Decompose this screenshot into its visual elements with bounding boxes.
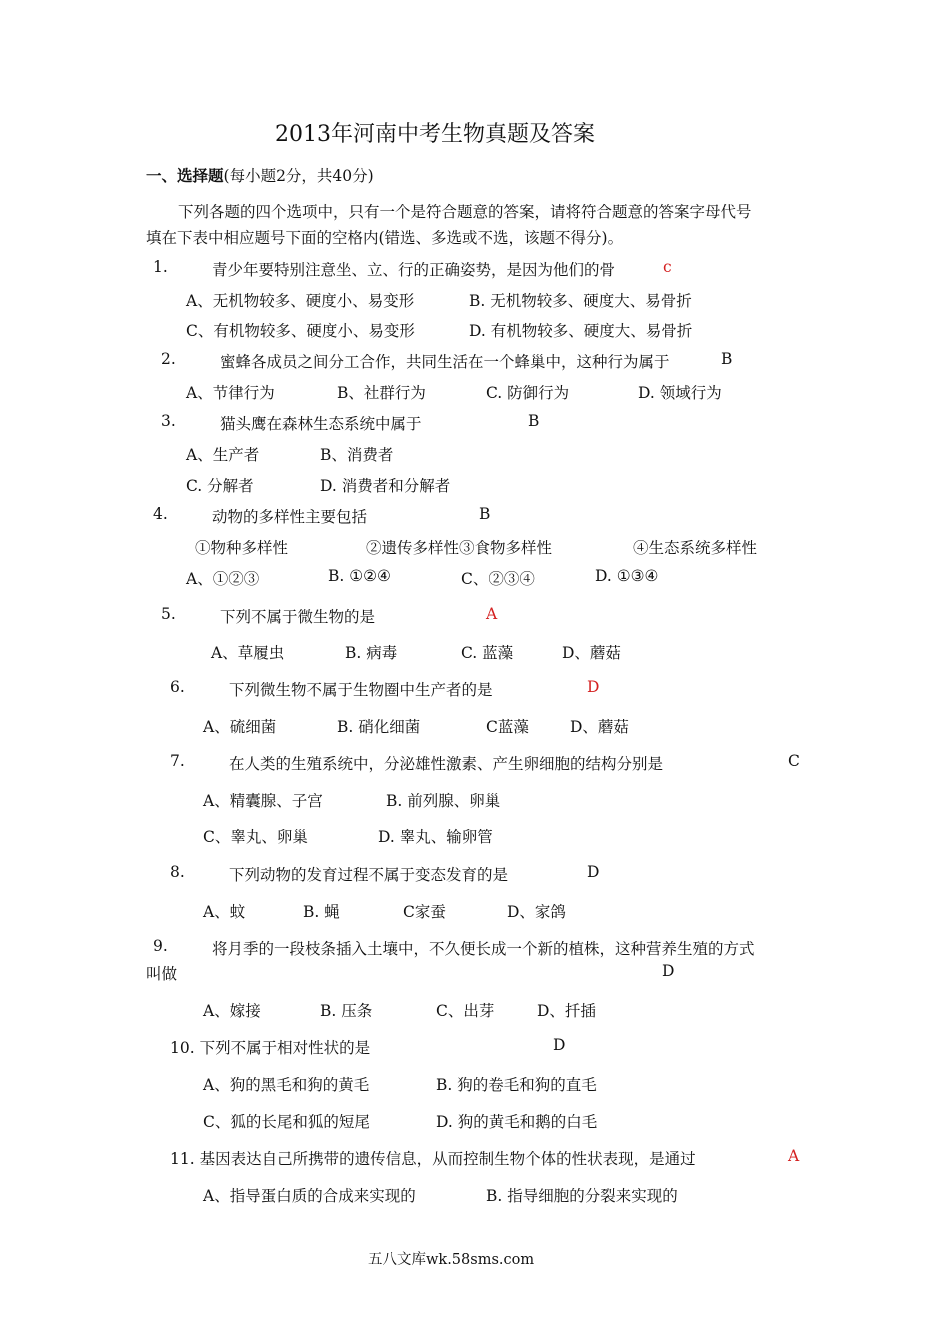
q5-option-a: A、草履虫 [211,644,285,662]
q3-answer: B [528,412,540,430]
q1-option-b: B. 无机物较多、硬度大、易骨折 [469,292,692,310]
q1-answer: c [663,258,672,276]
q2-option-c: C. 防御行为 [486,384,570,402]
q6-text: 下列微生物不属于生物圈中生产者的是 [229,681,493,699]
q7-option-d: D. 睾丸、输卵管 [378,828,493,846]
footer-watermark: 五八文库wk.58sms.com [368,1252,535,1268]
q5-number: 5. [161,605,176,623]
q9-number: 9. [153,937,168,955]
q4-item-1: ①物种多样性 [195,539,289,557]
q6-option-b: B. 硝化细菌 [337,718,421,736]
q9-option-c: C、出芽 [436,1002,495,1020]
q10-option-a: A、狗的黑毛和狗的黄毛 [203,1076,370,1094]
q1-number: 1. [153,258,168,276]
q3-option-b: B、消费者 [320,446,394,464]
section-heading-note: (每小题2分，共40分) [223,167,374,185]
q5-text: 下列不属于微生物的是 [220,608,376,626]
q5-option-c: C. 蓝藻 [461,644,514,662]
q3-text: 猫头鹰在森林生态系统中属于 [220,415,422,433]
q8-option-a: A、蚊 [203,903,246,921]
q10-text: 10. 下列不属于相对性状的是 [170,1039,371,1057]
q11-answer: A [788,1147,800,1165]
q7-text: 在人类的生殖系统中，分泌雄性激素、产生卵细胞的结构分别是 [229,755,664,773]
q7-option-b: B. 前列腺、卵巢 [386,792,501,810]
q5-answer: A [486,605,498,623]
q9-text-cont: 叫做 [146,965,178,983]
q2-number: 2. [161,350,176,368]
q2-text: 蜜蜂各成员之间分工合作，共同生活在一个蜂巢中，这种行为属于 [220,353,670,371]
q6-answer: D [587,678,600,696]
q8-option-d: D、家鸽 [507,903,566,921]
q6-option-c: C蓝藻 [486,718,529,736]
q4-number: 4. [153,505,168,523]
q11-option-a: A、指导蛋白质的合成来实现的 [203,1187,416,1205]
q1-option-a: A、无机物较多、硬度小、易变形 [186,292,415,310]
q11-option-b: B. 指导细胞的分裂来实现的 [486,1187,678,1205]
q1-option-c: C、有机物较多、硬度小、易变形 [186,322,415,340]
q4-item-2-3: ②遗传多样性③食物多样性 [366,539,553,557]
q5-option-d: D、蘑菇 [562,644,621,662]
page-title: 2013年河南中考生物真题及答案 [275,122,595,147]
q8-answer: D [587,863,600,881]
q2-option-b: B、社群行为 [337,384,426,402]
q9-option-d: D、扦插 [537,1002,596,1020]
q2-option-d: D. 领域行为 [638,384,722,402]
q10-answer: D [553,1036,566,1054]
q10-option-d: D. 狗的黄毛和鹅的白毛 [436,1113,598,1131]
q4-answer: B [479,505,491,523]
q4-option-b: B. ①②④ [328,567,391,585]
q6-number: 6. [170,678,185,696]
q7-answer: C [788,752,800,770]
q10-option-c: C、狐的长尾和狐的短尾 [203,1113,370,1131]
q4-option-c: C、②③④ [461,570,535,588]
q4-text: 动物的多样性主要包括 [212,508,368,526]
q6-option-a: A、硫细菌 [203,718,277,736]
q9-answer: D [662,962,675,980]
q7-option-c: C、睾丸、卵巢 [203,828,308,846]
q4-option-a: A、①②③ [186,570,260,588]
instructions-line-1: 下列各题的四个选项中，只有一个是符合题意的答案，请将符合题意的答案字母代号 [178,203,752,221]
q2-option-a: A、节律行为 [186,384,275,402]
q4-item-4: ④生态系统多样性 [633,539,758,557]
q10-option-b: B. 狗的卷毛和狗的直毛 [436,1076,597,1094]
q3-option-d: D. 消费者和分解者 [320,477,451,495]
q5-option-b: B. 病毒 [345,644,398,662]
q8-number: 8. [170,863,185,881]
q8-option-b: B. 蝇 [303,903,340,921]
q3-option-c: C. 分解者 [186,477,254,495]
q9-option-b: B. 压条 [320,1002,373,1020]
q4-option-d: D. ①③④ [595,567,659,585]
instructions-line-2: 填在下表中相应题号下面的空格内(错选、多选或不选，该题不得分)。 [146,229,624,247]
q8-text: 下列动物的发育过程不属于变态发育的是 [229,866,509,884]
q6-option-d: D、蘑菇 [570,718,629,736]
q1-option-d: D. 有机物较多、硬度大、易骨折 [469,322,693,340]
section-heading [146,164,374,186]
q2-answer: B [721,350,733,368]
q3-option-a: A、生产者 [186,446,260,464]
q7-option-a: A、精囊腺、子宫 [203,792,323,810]
q9-text: 将月季的一段枝条插入土壤中，不久便长成一个新的植株，这种营养生殖的方式 [212,940,755,958]
q3-number: 3. [161,412,176,430]
q7-number: 7. [170,752,185,770]
q1-text: 青少年要特别注意坐、立、行的正确姿势，是因为他们的骨 [212,261,616,279]
q11-text: 11. 基因表达自己所携带的遗传信息，从而控制生物个体的性状表现，是通过 [170,1150,696,1168]
q9-option-a: A、嫁接 [203,1002,261,1020]
q8-option-c: C家蚕 [403,903,446,921]
section-heading-label: 一、选择题 [146,166,224,185]
